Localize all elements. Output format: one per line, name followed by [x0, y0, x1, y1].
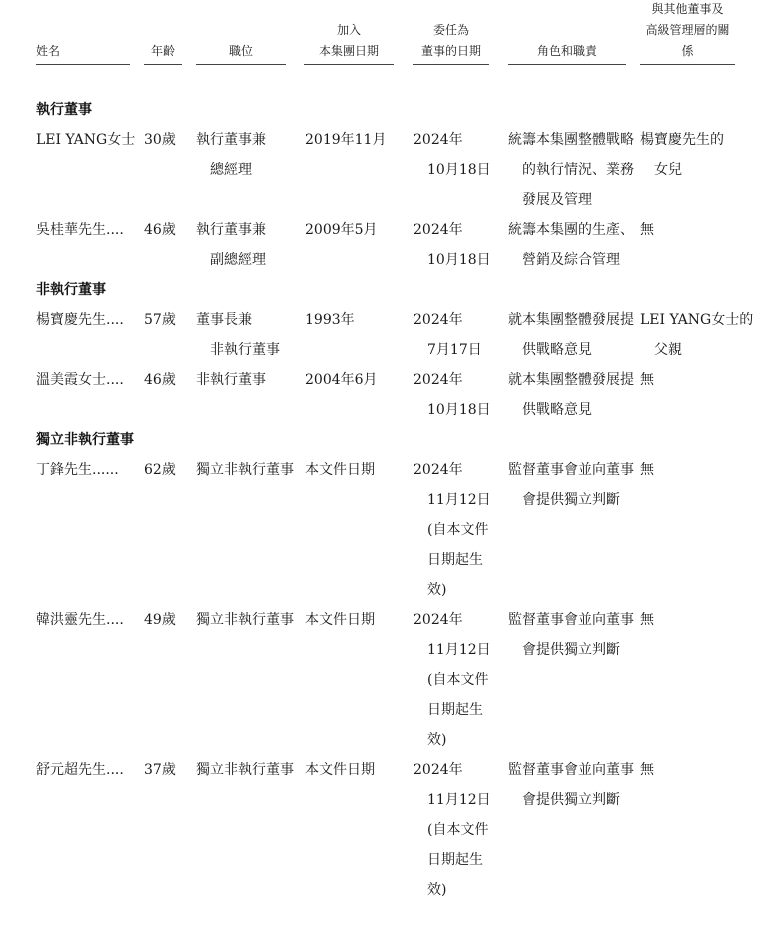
header-appoint-line: 董事的日期 — [420, 44, 481, 58]
cell-age — [144, 605, 182, 635]
cell-age-text: 57歲 — [144, 312, 176, 328]
cell-name — [36, 605, 130, 635]
cell-appoint-line: 2024年 — [413, 612, 463, 628]
cell-position-line: 獨立非執行董事 — [196, 762, 294, 778]
cell-roles-line: 會提供獨立判斷 — [522, 492, 620, 508]
cell-relation-line: 無 — [640, 222, 654, 238]
cell-roles-line: 統籌本集團整體戰略 — [508, 132, 634, 148]
cell-relation-line: 楊寶慶先生的 — [640, 132, 724, 148]
cell-name-text: 舒元超先生.... — [36, 762, 124, 778]
cell-name-text: 吳桂華先生.... — [36, 222, 124, 238]
header-age — [144, 0, 182, 62]
cell-relation-line: 無 — [640, 372, 654, 388]
cell-relation — [640, 125, 765, 185]
cell-name — [36, 455, 130, 485]
header-age-rule — [144, 64, 182, 65]
cell-relation-line: 無 — [640, 762, 654, 778]
cell-roles-line: 會提供獨立判斷 — [522, 792, 620, 808]
cell-position — [196, 455, 294, 485]
cell-join — [305, 605, 400, 635]
cell-relation-line: 女兒 — [654, 162, 682, 178]
cell-position — [196, 305, 291, 365]
cell-appoint-line: 日期起生 — [427, 552, 483, 568]
cell-name — [36, 365, 130, 395]
cell-name-text: 溫美霞女士.... — [36, 372, 124, 388]
cell-age — [144, 305, 182, 335]
header-position — [196, 0, 286, 62]
cell-position-line: 獨立非執行董事 — [196, 462, 294, 478]
header-relation-line: 與其他董事及 — [651, 2, 724, 16]
cell-appoint-line: 效) — [427, 732, 447, 748]
cell-roles-line: 統籌本集團的生產、 — [508, 222, 634, 238]
cell-roles — [508, 455, 633, 515]
cell-roles-line: 供戰略意見 — [522, 402, 592, 418]
section-title: 獨立非執行董事 — [36, 432, 134, 448]
cell-appoint-line: 日期起生 — [427, 702, 483, 718]
cell-join — [305, 755, 400, 785]
cell-relation-line: 無 — [640, 462, 654, 478]
cell-join-line: 本文件日期 — [305, 612, 375, 628]
header-relation-line: 高級管理層的關係 — [645, 23, 730, 58]
cell-join — [305, 455, 400, 485]
header-name-rule — [36, 64, 130, 65]
cell-appoint-line: 10月18日 — [427, 252, 491, 268]
cell-position — [196, 605, 294, 635]
cell-age-text: 49歲 — [144, 612, 176, 628]
cell-appoint-line: 2024年 — [413, 762, 463, 778]
cell-name — [36, 755, 130, 785]
cell-relation — [640, 755, 765, 785]
header-appoint — [413, 0, 489, 62]
cell-appoint-line: 效) — [427, 582, 447, 598]
cell-relation — [640, 455, 765, 485]
cell-age-text: 37歲 — [144, 762, 176, 778]
cell-join — [305, 365, 400, 395]
cell-appoint-line: 11月12日 — [427, 642, 491, 658]
cell-appoint — [413, 755, 493, 905]
cell-join-line: 本文件日期 — [305, 762, 375, 778]
cell-position — [196, 215, 291, 275]
cell-position-line: 總經理 — [210, 162, 252, 178]
header-join-rule — [304, 64, 394, 65]
cell-appoint-line: 效) — [427, 882, 447, 898]
cell-appoint — [413, 125, 493, 185]
cell-age — [144, 755, 182, 785]
cell-appoint — [413, 215, 493, 275]
cell-age-text: 46歲 — [144, 372, 176, 388]
cell-relation-line: 父親 — [654, 342, 682, 358]
cell-roles-line: 發展及管理 — [522, 192, 592, 208]
cell-name — [36, 125, 136, 155]
header-appoint-rule — [413, 64, 489, 65]
cell-age — [144, 455, 182, 485]
cell-roles-line: 監督董事會並向董事 — [508, 762, 634, 778]
section-title: 非執行董事 — [36, 282, 106, 298]
cell-age-text: 30歲 — [144, 132, 176, 148]
cell-position-line: 執行董事兼 — [196, 222, 266, 238]
cell-roles-line: 就本集團整體發展提 — [508, 372, 634, 388]
cell-appoint — [413, 605, 493, 755]
cell-join — [305, 215, 400, 245]
cell-position — [196, 755, 294, 785]
cell-relation — [640, 605, 765, 635]
cell-relation-line: LEI YANG女士的 — [640, 312, 754, 328]
cell-age — [144, 365, 182, 395]
cell-position-line: 董事長兼 — [196, 312, 252, 328]
cell-join — [305, 305, 400, 335]
header-join-line: 加入 — [336, 23, 361, 37]
cell-relation — [640, 365, 765, 395]
cell-join-line: 本文件日期 — [305, 462, 375, 478]
cell-position-line: 非執行董事 — [196, 372, 266, 388]
cell-appoint-line: 10月18日 — [427, 402, 491, 418]
cell-join-line: 2004年6月 — [305, 372, 378, 388]
cell-appoint — [413, 305, 493, 365]
cell-appoint-line: (自本文件 — [427, 672, 489, 688]
cell-roles-line: 就本集團整體發展提 — [508, 312, 634, 328]
cell-join — [305, 125, 400, 155]
header-relation — [640, 0, 735, 62]
cell-roles — [508, 125, 633, 215]
cell-relation — [640, 305, 765, 365]
header-position-rule — [196, 64, 286, 65]
cell-appoint-line: 10月18日 — [427, 162, 491, 178]
header-join-line: 本集團日期 — [318, 44, 379, 58]
cell-appoint-line: 11月12日 — [427, 792, 491, 808]
cell-position — [196, 365, 291, 395]
cell-age — [144, 125, 182, 155]
cell-position-line: 非執行董事 — [210, 342, 280, 358]
cell-appoint — [413, 365, 493, 425]
cell-appoint-line: 日期起生 — [427, 852, 483, 868]
cell-name-text: 楊寶慶先生.... — [36, 312, 124, 328]
header-age-line: 年齡 — [150, 44, 175, 58]
cell-appoint — [413, 455, 493, 605]
cell-roles — [508, 755, 633, 815]
header-join — [304, 0, 394, 62]
header-name-line: 姓名 — [36, 44, 61, 58]
cell-position-line: 執行董事兼 — [196, 132, 266, 148]
header-roles-line: 角色和職責 — [536, 44, 597, 58]
cell-roles-line: 供戰略意見 — [522, 342, 592, 358]
header-position-line: 職位 — [228, 44, 253, 58]
cell-name-text: LEI YANG女士 — [36, 132, 136, 148]
cell-name-text: 丁鋒先生...... — [36, 462, 119, 478]
header-roles-rule — [508, 64, 626, 65]
cell-appoint-line: 11月12日 — [427, 492, 491, 508]
header-relation-rule — [640, 64, 735, 65]
header-appoint-line: 委任為 — [432, 23, 469, 37]
cell-appoint-line: 2024年 — [413, 372, 463, 388]
cell-relation-line: 無 — [640, 612, 654, 628]
cell-age-text: 46歲 — [144, 222, 176, 238]
header-name — [36, 0, 130, 62]
cell-roles — [508, 605, 633, 665]
cell-appoint-line: (自本文件 — [427, 822, 489, 838]
cell-name — [36, 305, 130, 335]
cell-roles-line: 會提供獨立判斷 — [522, 642, 620, 658]
cell-name — [36, 215, 130, 245]
cell-position-line: 副總經理 — [210, 252, 266, 268]
cell-roles — [508, 305, 633, 365]
cell-join-line: 1993年 — [305, 312, 355, 328]
cell-appoint-line: 2024年 — [413, 132, 463, 148]
cell-roles — [508, 215, 633, 275]
section-title: 執行董事 — [36, 102, 92, 118]
cell-relation — [640, 215, 765, 245]
cell-roles — [508, 365, 633, 425]
cell-appoint-line: 2024年 — [413, 222, 463, 238]
cell-appoint-line: 2024年 — [413, 312, 463, 328]
cell-age — [144, 215, 182, 245]
cell-roles-line: 監督董事會並向董事 — [508, 462, 634, 478]
cell-roles-line: 監督董事會並向董事 — [508, 612, 634, 628]
cell-age-text: 62歲 — [144, 462, 176, 478]
cell-position-line: 獨立非執行董事 — [196, 612, 294, 628]
cell-roles-line: 的執行情況、業務 — [522, 162, 634, 178]
cell-appoint-line: (自本文件 — [427, 522, 489, 538]
cell-name-text: 韓洪靈先生.... — [36, 612, 124, 628]
cell-roles-line: 營銷及綜合管理 — [522, 252, 620, 268]
cell-appoint-line: 7月17日 — [427, 342, 482, 358]
cell-appoint-line: 2024年 — [413, 462, 463, 478]
cell-join-line: 2019年11月 — [305, 132, 387, 148]
cell-position — [196, 125, 291, 185]
cell-join-line: 2009年5月 — [305, 222, 378, 238]
header-roles — [508, 0, 626, 62]
